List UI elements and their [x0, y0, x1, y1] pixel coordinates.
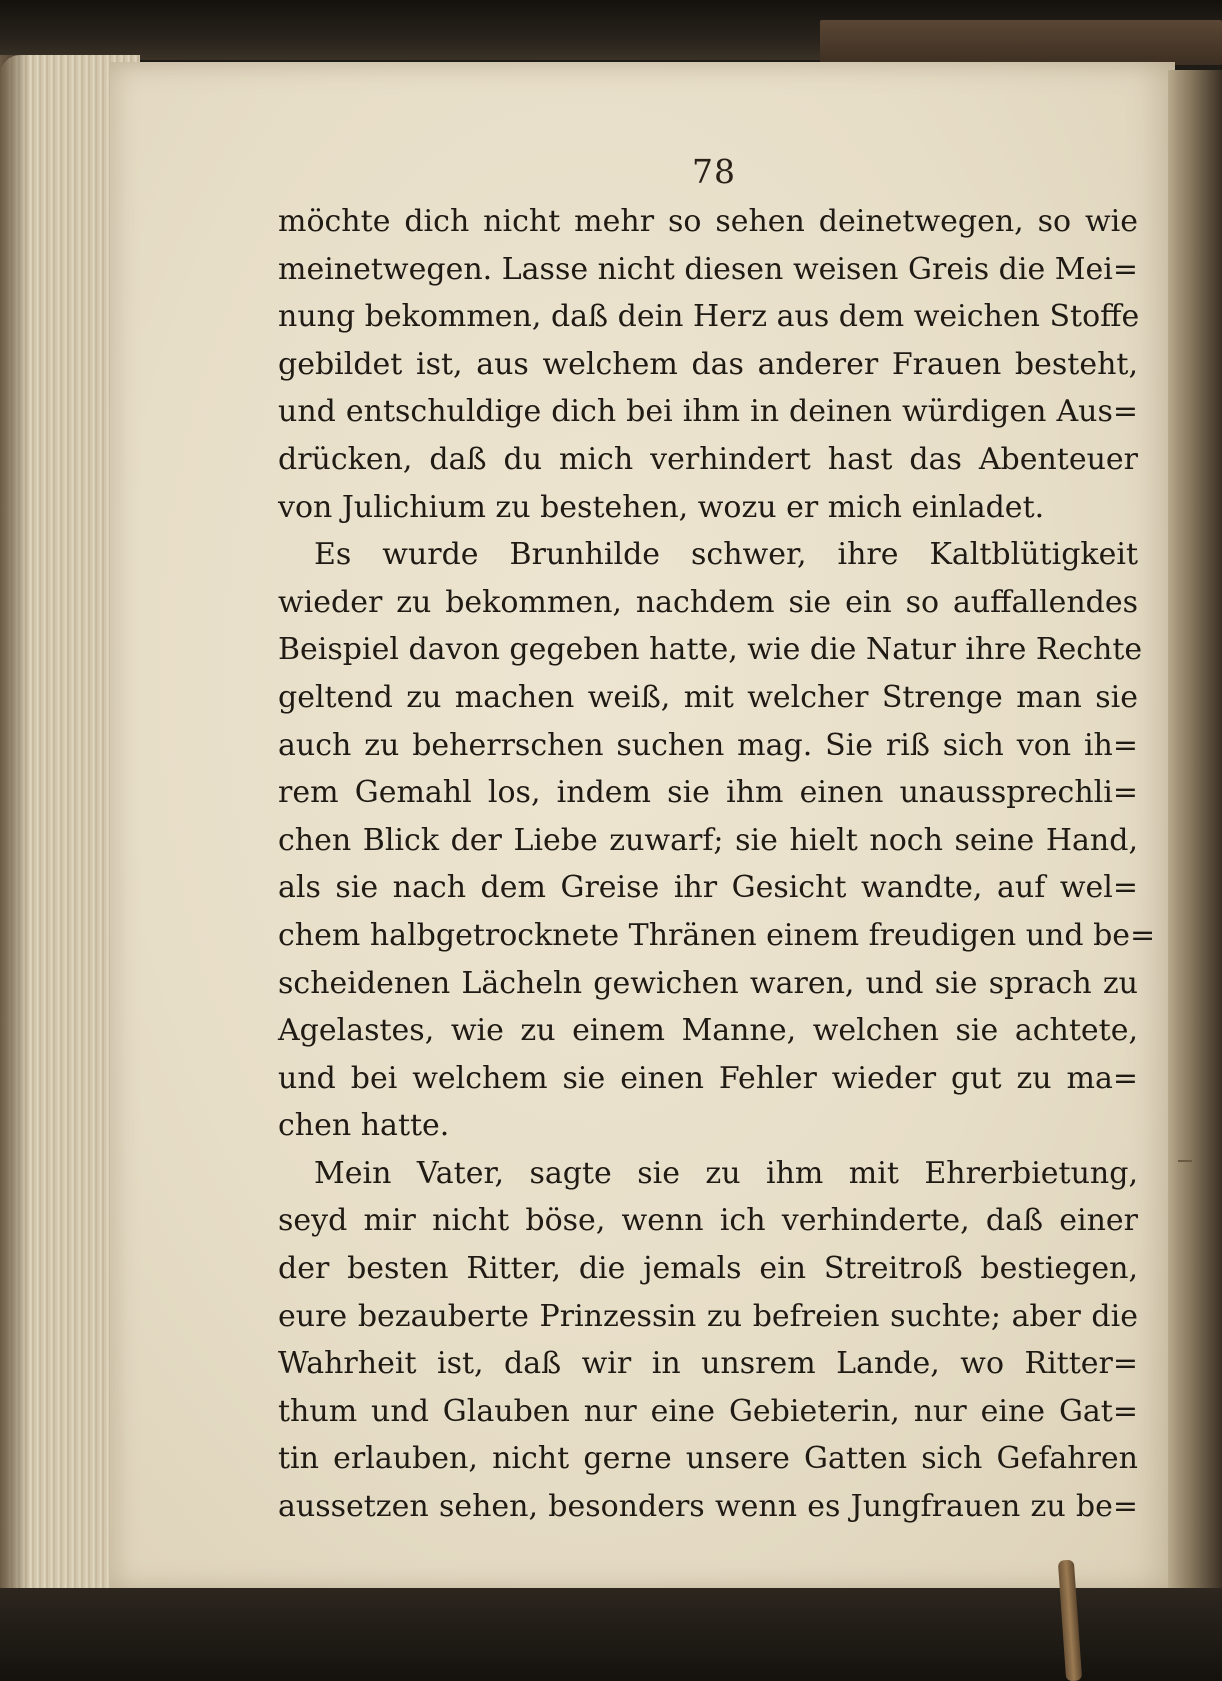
- page-number: 78: [692, 152, 736, 191]
- background-bottom: [0, 1588, 1222, 1681]
- paragraph-3: [278, 1150, 1138, 1531]
- text-line: gebildet ist, aus welchem das anderer Frauen besteht,: [278, 346, 1138, 382]
- text-line: thum und Glauben nur eine Gebieterin, nur eine Gat=: [278, 1393, 1138, 1429]
- page-text: [278, 198, 1156, 1531]
- text-line: geltend zu machen weiß, mit welcher Strenge man sie: [278, 679, 1138, 715]
- text-line: rem Gemahl los, indem sie ihm einen unaussprechli=: [278, 775, 1138, 811]
- text-line: Mein Vater, sagte sie zu ihm mit Ehrerbietung,: [314, 1155, 1138, 1191]
- text-line: scheidenen Lächeln gewichen waren, und sie sprach zu: [278, 965, 1138, 1001]
- text-line: als sie nach dem Greise ihr Gesicht wandte, auf wel=: [278, 870, 1138, 906]
- text-line: aussetzen sehen, besonders wenn es Jungfrauen zu be=: [278, 1489, 1138, 1525]
- text-line: von Julichium zu bestehen, wozu er mich einladet.: [278, 489, 1045, 525]
- text-line: auch zu beherrschen suchen mag. Sie riß sich von ih=: [278, 727, 1138, 763]
- text-line: eure bezauberte Prinzessin zu befreien suchte; aber die: [278, 1298, 1138, 1334]
- text-line: seyd mir nicht böse, wenn ich verhinderte, daß einer: [278, 1203, 1138, 1239]
- book-spine-shadow: [1168, 70, 1222, 1590]
- text-line: nung bekommen, daß dein Herz aus dem weichen Stoffe: [278, 299, 1140, 335]
- text-line: chem halbgetrocknete Thränen einem freudigen und be=: [278, 917, 1156, 953]
- text-line: meinetwegen. Lasse nicht diesen weisen Greis die Mei=: [278, 251, 1138, 287]
- text-line: chen hatte.: [278, 1108, 450, 1144]
- text-line: Beispiel davon gegeben hatte, wie die Natur ihre Rechte: [278, 632, 1143, 668]
- text-line: tin erlauben, nicht gerne unsere Gatten sich Gefahren: [278, 1441, 1138, 1477]
- text-line: Wahrheit ist, daß wir in unsrem Lande, wo Ritter=: [278, 1346, 1138, 1382]
- text-line: chen Blick der Liebe zuwarf; sie hielt noch seine Hand,: [278, 822, 1138, 858]
- text-line: und bei welchem sie einen Fehler wieder gut zu ma=: [278, 1060, 1138, 1096]
- margin-mark: [1178, 1160, 1192, 1162]
- text-line: drücken, daß du mich verhindert hast das Abenteuer: [278, 441, 1138, 477]
- text-line: wieder zu bekommen, nachdem sie ein so auffallendes: [278, 584, 1138, 620]
- book-cover-edge: [820, 20, 1222, 65]
- paragraph-1: [278, 198, 1138, 531]
- text-line: der besten Ritter, die jemals ein Streitroß bestiegen,: [278, 1251, 1138, 1287]
- text-line: Es wurde Brunhilde schwer, ihre Kaltblütigkeit: [314, 537, 1138, 573]
- text-line: und entschuldige dich bei ihm in deinen würdigen Aus=: [278, 394, 1138, 430]
- text-line: Agelastes, wie zu einem Manne, welchen sie achtete,: [278, 1013, 1138, 1049]
- paragraph-2: [278, 531, 1156, 1150]
- text-line: möchte dich nicht mehr so sehen deinetwegen, so wie: [278, 204, 1138, 239]
